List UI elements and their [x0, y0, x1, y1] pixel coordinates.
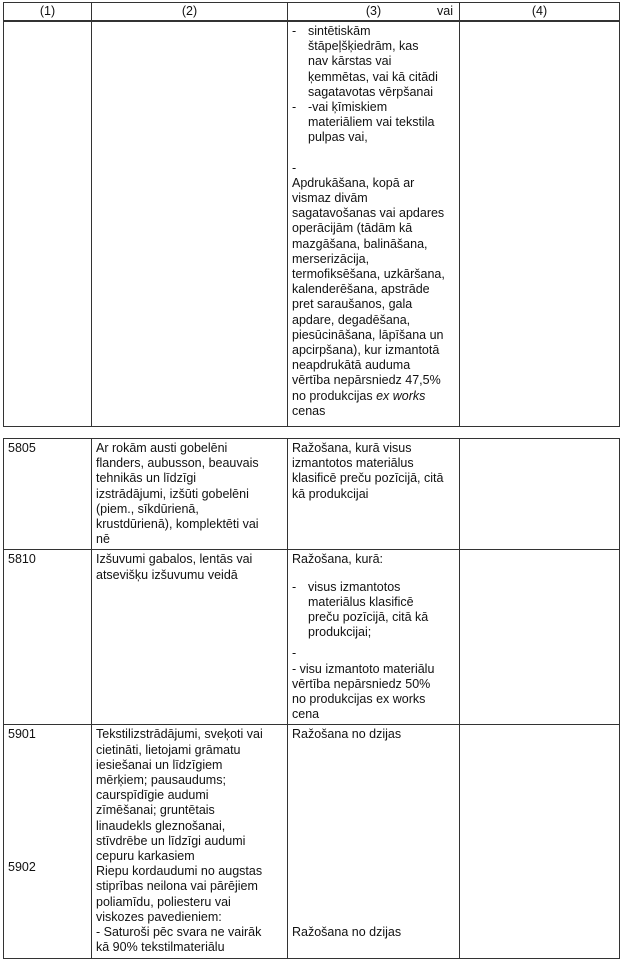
continuation-table — [3, 21, 620, 427]
bullet-text: visus izmantotos materiālus klasificē preču pozīcijā, citā kā produkcijai; — [308, 579, 429, 640]
rules-table — [3, 438, 620, 959]
header-col3 — [288, 3, 460, 21]
rule-intro: Ražošana, kurā: — [292, 552, 384, 567]
row-code-secondary: 5902 — [8, 859, 36, 874]
row-code-primary: 5901 — [8, 727, 36, 742]
row-extra — [460, 725, 620, 958]
table-row — [4, 550, 620, 725]
bullet-item: - -vai ķīmiskiem materiāliem vai tekstila pulpas vai, — [292, 100, 455, 146]
header-col3-label: (3) — [365, 4, 382, 18]
row-desc: Tekstilizstrādājumi, sveķoti vai cietināti, lietojami grāmatu iesiešanai un līdzīgiem mērķiem; pausaudums; caurspīdīgie audumi zīmēšanai; gruntētais linaudekls gleznošanai, stīvdrēbe un līdzīgi audumi cepuru karkasiem Riepu kordaudumi no augstas stiprības neilona vai pārējiem poliamīdu, poliesteru vai viskozes pavedieniem: - Saturoši pēc svara ne vairāk kā 90% tekstilmateriālu — [92, 725, 288, 958]
table-row — [4, 725, 620, 958]
row-rule: Ražošana, kurā visus izmantotos materiālus klasificē preču pozīcijā, citā kā produkcijai — [288, 439, 460, 550]
header-col1: (1) — [4, 3, 92, 21]
rule-text: Ražošana no dzijas — [292, 727, 402, 742]
continuation-code-cell — [4, 22, 92, 427]
printing-rule: Apdrukāšana, kopā ar vismaz divām sagatavošanas vai apdares operācijām (tādām kā mazgāšana, balināšana, merserizācija, termofiksēšana, uzkāršana, kalenderēšana, apstrāde pret saraušanos, gala apdare, degadēšana, piesūcināšana, lāpīšana un apcirpšana), kur izmantotā neapdrukātā auduma vērtība nepārsniedz 47,5% no produkcijas ex works cenas — [292, 175, 445, 418]
row-code: 5810 — [4, 550, 92, 725]
row-extra — [460, 439, 620, 550]
bullet-item: - visus izmantotos materiālus klasificē preču pozīcijā, citā kā produkcijai; — [292, 580, 455, 641]
row-code — [4, 725, 92, 958]
rule-text-secondary: Ražošana no dzijas — [292, 924, 402, 939]
bullet-item: - sintētiskām štāpeļšķiedrām, kas nav kārstas vai ķemmētas, vai kā citādi sagatavotas vērpšanai — [292, 24, 455, 100]
bullet-text: sintētiskām štāpeļšķiedrām, kas nav kārstas vai ķemmētas, vai kā citādi sagatavotas vērpšanai — [308, 24, 438, 99]
header-col4: (4) — [460, 3, 620, 21]
row-rule: Ražošana, kurā: - visus izmantotos materiālus klasificē preču pozīcijā, citā kā produkcijai; - - visu izmantoto materiālu vērtība nepārsniedz 50% no produkcijas ex works cena — [288, 550, 460, 725]
row-rule — [288, 725, 460, 958]
header-table — [3, 2, 620, 21]
rule-tail: - visu izmantoto materiālu vērtība nepārsniedz 50% no produkcijas ex works cena — [292, 661, 435, 722]
row-extra — [460, 550, 620, 725]
continuation-extra-cell — [460, 22, 620, 427]
row-desc: Ar rokām austi gobelēni flanders, aubusson, beauvais tehnikās un līdzīgi izstrādājumi, izšūti gobelēni (piem., sīkdūrienā, krustdūrienā), komplektēti vai nē — [92, 439, 288, 550]
printing-last-line: cenas — [292, 403, 326, 418]
header-col2: (2) — [92, 3, 288, 21]
row-desc: Izšuvumi gabalos, lentās vai atsevišķu izšuvumu veidā — [92, 550, 288, 725]
bullet-text: -vai ķīmiskiem materiāliem vai tekstila pulpas vai, — [308, 100, 435, 145]
row-code: 5805 — [4, 439, 92, 550]
continuation-rule-cell: - sintētiskām štāpeļšķiedrām, kas nav kārstas vai ķemmētas, vai kā citādi sagatavotas vērpšanai - -vai ķīmiskiem materiāliem vai tekstila pulpas vai, - Apdrukāšana, kopā ar vismaz divām sagatavošanas vai apdares operācijām (tādām kā mazgāšana, balināšana, merserizācija, termofiksēšana, uzkāršana, kalenderēšana, apstrāde pret saraušanos, gala apdare, degadēšana, piesūcināšana, lāpīšana un apcirpšana), kur izmantotā neapdrukātā auduma vērtība nepārsniedz 47,5% no produkcijas ex works cenas — [288, 22, 460, 427]
ex-works-text: ex works — [376, 388, 426, 403]
table-row — [4, 439, 620, 550]
header-col3-extra: vai — [437, 4, 453, 18]
continuation-desc-cell — [92, 22, 288, 427]
